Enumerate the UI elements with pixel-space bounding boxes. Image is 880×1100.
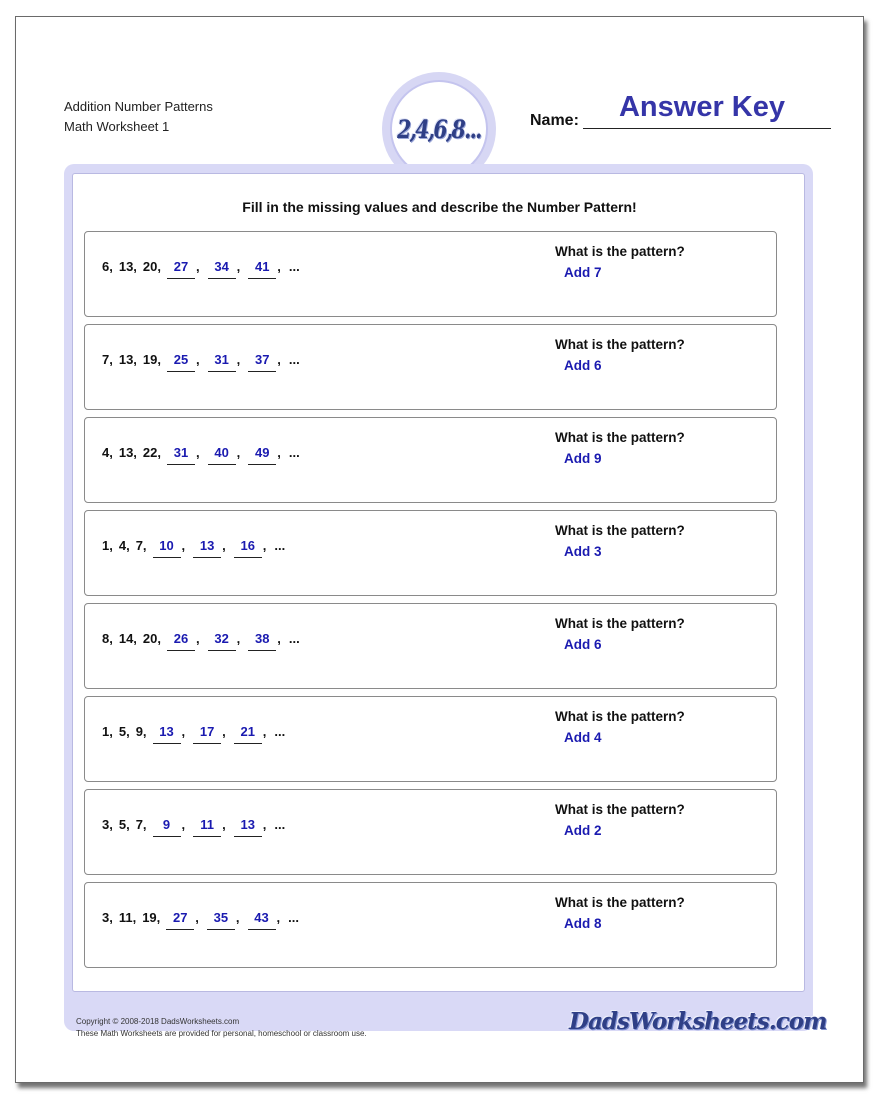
comma-separator: , — [181, 724, 186, 739]
comma-separator: , — [196, 631, 200, 646]
answer-blank[interactable]: 37 — [248, 352, 276, 372]
sequence-ellipsis: ... — [274, 817, 286, 832]
answer-key-heading: Answer Key — [618, 91, 785, 123]
problem-row — [84, 510, 777, 596]
comma-separator: , — [236, 445, 241, 460]
given-number: 7, — [135, 817, 147, 832]
problem-row — [84, 231, 777, 317]
answer-blank[interactable]: 27 — [166, 910, 194, 930]
comma-separator: , — [196, 352, 200, 367]
worksheet-title-block — [64, 97, 213, 137]
sequence-ellipsis: ... — [288, 259, 300, 274]
comma-separator: , — [276, 910, 281, 925]
number-sequence — [102, 352, 300, 372]
number-sequence — [102, 445, 300, 465]
worksheet-title: Addition Number Patterns — [64, 99, 213, 114]
comma-separator: , — [222, 817, 226, 832]
comma-separator: , — [181, 538, 186, 553]
given-number: 3, — [102, 910, 113, 925]
sequence-ellipsis: ... — [274, 724, 286, 739]
number-sequence — [102, 259, 300, 279]
given-number: 4, — [118, 538, 130, 553]
problem-row — [84, 603, 777, 689]
given-number: 9, — [135, 724, 147, 739]
given-number: 7, — [135, 538, 147, 553]
instructions: Fill in the missing values and describe the Number Pattern! — [242, 199, 637, 215]
comma-separator: , — [236, 631, 241, 646]
answer-blank[interactable]: 35 — [207, 910, 235, 930]
given-number: 13, — [118, 352, 137, 367]
worksheet-frame — [64, 164, 827, 1038]
number-sequence — [102, 631, 300, 651]
given-number: 5, — [118, 724, 130, 739]
given-number: 11, — [118, 910, 137, 925]
pattern-answer[interactable]: Add 9 — [564, 451, 602, 466]
comma-separator: , — [262, 724, 267, 739]
comma-separator: , — [195, 910, 199, 925]
comma-separator: , — [222, 724, 226, 739]
problem-row — [84, 696, 777, 782]
comma-separator: , — [277, 352, 281, 367]
given-number: 4, — [102, 445, 113, 460]
usage-note: These Math Worksheets are provided for personal, homeschool or classroom use. — [76, 1029, 367, 1038]
given-number: 13, — [118, 259, 137, 274]
given-number: 1, — [102, 724, 113, 739]
comma-separator: , — [277, 445, 281, 460]
pattern-question: What is the pattern? — [555, 802, 685, 817]
answer-blank[interactable]: 16 — [234, 538, 262, 558]
comma-separator: , — [235, 910, 240, 925]
answer-blank[interactable]: 43 — [248, 910, 276, 930]
given-number: 7, — [102, 352, 113, 367]
logo-text: 2,4,6,8... — [397, 114, 481, 144]
pattern-question: What is the pattern? — [555, 616, 685, 631]
comma-separator: , — [196, 445, 200, 460]
pattern-answer[interactable]: Add 4 — [564, 730, 602, 745]
answer-blank[interactable]: 25 — [167, 352, 195, 372]
number-sequence — [102, 724, 285, 744]
answer-blank[interactable]: 10 — [153, 538, 181, 558]
answer-blank[interactable]: 13 — [234, 817, 262, 837]
dadsworksheets-logo: DadsWorksheets.com — [569, 1008, 827, 1035]
footer-text — [76, 1016, 367, 1040]
worksheet-page — [15, 16, 864, 1083]
pattern-question: What is the pattern? — [555, 895, 685, 910]
problem-row — [84, 789, 777, 875]
answer-blank[interactable]: 40 — [208, 445, 236, 465]
pattern-answer[interactable]: Add 8 — [564, 916, 602, 931]
copyright-text: Copyright © 2008-2018 DadsWorksheets.com — [76, 1017, 240, 1026]
given-number: 19, — [142, 910, 161, 925]
answer-blank[interactable]: 41 — [248, 259, 276, 279]
pattern-answer[interactable]: Add 2 — [564, 823, 602, 838]
pattern-question: What is the pattern? — [555, 244, 685, 259]
given-number: 19, — [142, 352, 161, 367]
answer-blank[interactable]: 21 — [234, 724, 262, 744]
pattern-answer[interactable]: Add 6 — [564, 358, 602, 373]
pattern-question: What is the pattern? — [555, 337, 685, 352]
given-number: 13, — [118, 445, 137, 460]
answer-blank[interactable]: 11 — [193, 817, 221, 837]
name-label: Name: — [530, 112, 579, 129]
given-number: 8, — [102, 631, 113, 646]
given-number: 14, — [118, 631, 137, 646]
sequence-ellipsis: ... — [274, 538, 286, 553]
pattern-answer[interactable]: Add 3 — [564, 544, 602, 559]
answer-blank[interactable]: 32 — [208, 631, 236, 651]
number-sequence — [102, 817, 285, 837]
number-sequence — [102, 910, 299, 930]
pattern-answer[interactable]: Add 6 — [564, 637, 602, 652]
pattern-question: What is the pattern? — [555, 430, 685, 445]
answer-blank[interactable]: 27 — [167, 259, 195, 279]
problem-row — [84, 417, 777, 503]
sequence-ellipsis: ... — [288, 445, 300, 460]
comma-separator: , — [236, 352, 241, 367]
answer-blank[interactable]: 26 — [167, 631, 195, 651]
answer-blank[interactable]: 9 — [153, 817, 181, 837]
pattern-question: What is the pattern? — [555, 523, 685, 538]
answer-blank[interactable]: 13 — [193, 538, 221, 558]
answer-blank[interactable]: 49 — [248, 445, 276, 465]
worksheet-subtitle: Math Worksheet 1 — [64, 119, 170, 134]
answer-blank[interactable]: 31 — [208, 352, 236, 372]
name-underline — [583, 128, 831, 129]
comma-separator: , — [196, 259, 200, 274]
given-number: 3, — [102, 817, 113, 832]
given-number: 6, — [102, 259, 113, 274]
comma-separator: , — [262, 538, 267, 553]
worksheet-content — [72, 173, 805, 992]
sequence-ellipsis: ... — [288, 910, 299, 925]
given-number: 22, — [142, 445, 161, 460]
given-number: 5, — [118, 817, 130, 832]
answer-blank[interactable]: 17 — [193, 724, 221, 744]
given-number: 20, — [142, 631, 161, 646]
pattern-answer[interactable]: Add 7 — [564, 265, 602, 280]
number-sequence — [102, 538, 285, 558]
answer-blank[interactable]: 13 — [153, 724, 181, 744]
comma-separator: , — [222, 538, 226, 553]
answer-blank[interactable]: 38 — [248, 631, 276, 651]
problem-row — [84, 882, 777, 968]
answer-blank[interactable]: 31 — [167, 445, 195, 465]
comma-separator: , — [262, 817, 267, 832]
sequence-ellipsis: ... — [288, 631, 300, 646]
sequence-ellipsis: ... — [288, 352, 300, 367]
comma-separator: , — [181, 817, 186, 832]
comma-separator: , — [277, 631, 281, 646]
problem-row — [84, 324, 777, 410]
comma-separator: , — [236, 259, 241, 274]
given-number: 20, — [142, 259, 161, 274]
pattern-question: What is the pattern? — [555, 709, 685, 724]
given-number: 1, — [102, 538, 113, 553]
answer-blank[interactable]: 34 — [208, 259, 236, 279]
comma-separator: , — [277, 259, 281, 274]
